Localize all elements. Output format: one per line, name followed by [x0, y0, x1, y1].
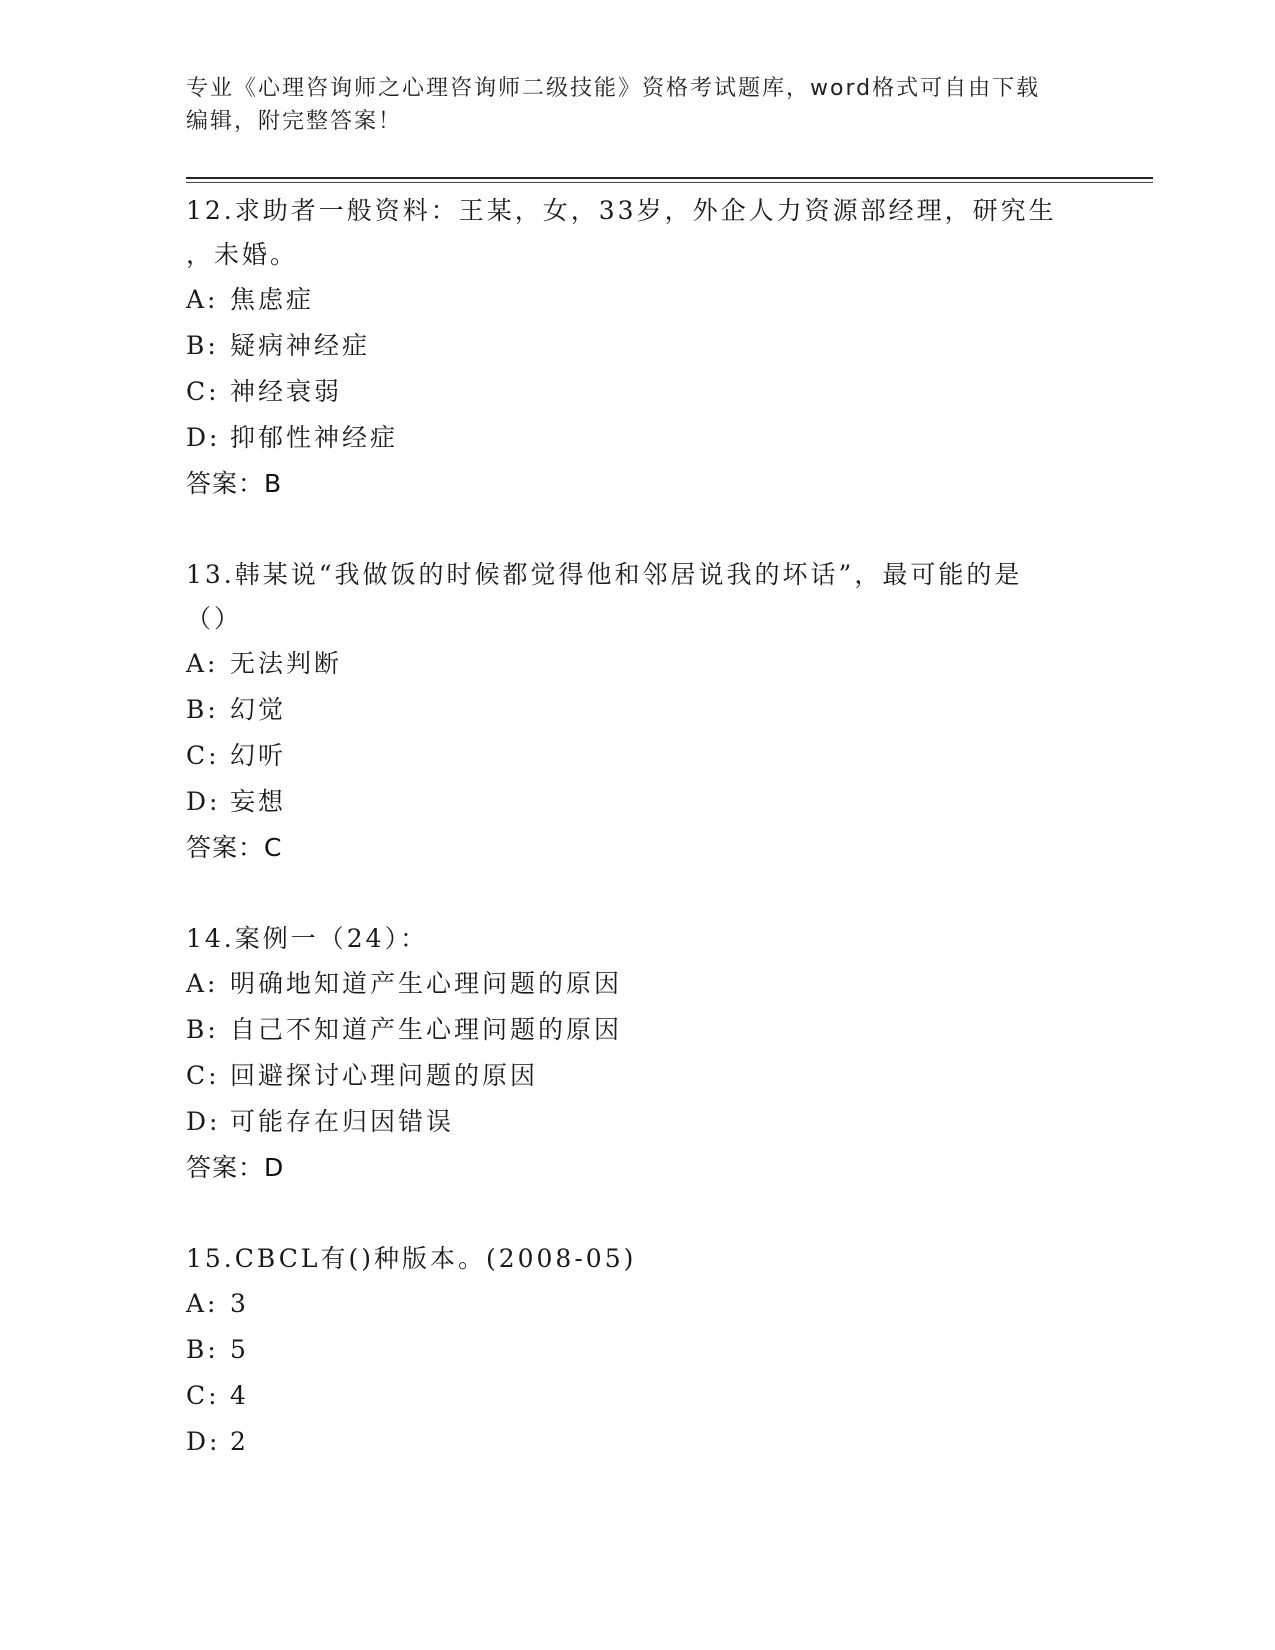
option-b — [186, 1007, 1086, 1053]
option-d — [186, 1419, 1086, 1465]
option-text: 疑病神经症 — [230, 331, 371, 360]
option-a — [186, 961, 1086, 1007]
option-c — [186, 1373, 1086, 1419]
document-header — [186, 72, 1086, 138]
option-a — [186, 1281, 1086, 1327]
option-text: 幻听 — [230, 741, 287, 770]
option-key: C: — [186, 1381, 220, 1410]
option-key: C: — [186, 1061, 220, 1090]
question-14 — [186, 917, 1086, 1191]
question-stem-continued: ，未婚。 — [186, 240, 299, 269]
option-key: A: — [186, 285, 219, 314]
option-key: A: — [186, 1289, 219, 1318]
option-text: 神经衰弱 — [230, 377, 343, 406]
option-key: A: — [186, 649, 219, 678]
option-b — [186, 687, 1086, 733]
option-text: 妄想 — [230, 787, 287, 816]
option-text: 4 — [230, 1381, 249, 1410]
question-stem: 13.韩某说“我做饭的时候都觉得他和邻居说我的坏话”，最可能的是 — [186, 560, 1023, 589]
answer-line: 答案：D — [186, 1153, 285, 1182]
option-b — [186, 1327, 1086, 1373]
question-stem: 15.CBCL有()种版本。(2008-05) — [186, 1244, 637, 1273]
option-c — [186, 369, 1086, 415]
option-d — [186, 415, 1086, 461]
option-text: 2 — [230, 1427, 249, 1456]
header-divider-thin — [186, 182, 1153, 183]
option-key: D: — [186, 423, 221, 452]
header-divider-thick — [186, 177, 1153, 179]
option-c — [186, 733, 1086, 779]
question-12 — [186, 189, 1086, 507]
header-line-1: 专业《心理咨询师之心理咨询师二级技能》资格考试题库，word格式可自由下载 — [186, 76, 1041, 101]
question-list — [186, 189, 1086, 1511]
option-key: A: — [186, 969, 219, 998]
option-text: 幻觉 — [230, 695, 287, 724]
option-key: D: — [186, 1427, 221, 1456]
question-stem: 14.案例一（24）： — [186, 924, 429, 953]
option-text: 5 — [230, 1335, 249, 1364]
option-key: D: — [186, 1107, 221, 1136]
option-key: C: — [186, 741, 220, 770]
option-key: B: — [186, 1015, 219, 1044]
option-text: 回避探讨心理问题的原因 — [230, 1061, 539, 1090]
answer-line: 答案：B — [186, 469, 283, 498]
answer-line: 答案：C — [186, 833, 283, 862]
option-key: C: — [186, 377, 220, 406]
option-text: 焦虑症 — [230, 285, 315, 314]
option-text: 自己不知道产生心理问题的原因 — [230, 1015, 623, 1044]
question-stem: 12.求助者一般资料：王某，女，33岁，外企人力资源部经理，研究生 — [186, 196, 1057, 225]
option-key: B: — [186, 331, 219, 360]
option-text: 可能存在归因错误 — [230, 1107, 455, 1136]
option-c — [186, 1053, 1086, 1099]
option-key: B: — [186, 1335, 219, 1364]
header-line-2: 编辑，附完整答案！ — [186, 109, 403, 134]
option-b — [186, 323, 1086, 369]
option-text: 3 — [230, 1289, 249, 1318]
question-13 — [186, 553, 1086, 871]
option-key: D: — [186, 787, 221, 816]
question-15 — [186, 1237, 1086, 1465]
option-a — [186, 277, 1086, 323]
option-d — [186, 1099, 1086, 1145]
question-stem-continued: （） — [186, 604, 243, 633]
option-text: 明确地知道产生心理问题的原因 — [230, 969, 623, 998]
option-text: 无法判断 — [230, 649, 343, 678]
option-d — [186, 779, 1086, 825]
option-a — [186, 641, 1086, 687]
option-key: B: — [186, 695, 219, 724]
option-text: 抑郁性神经症 — [230, 423, 399, 452]
